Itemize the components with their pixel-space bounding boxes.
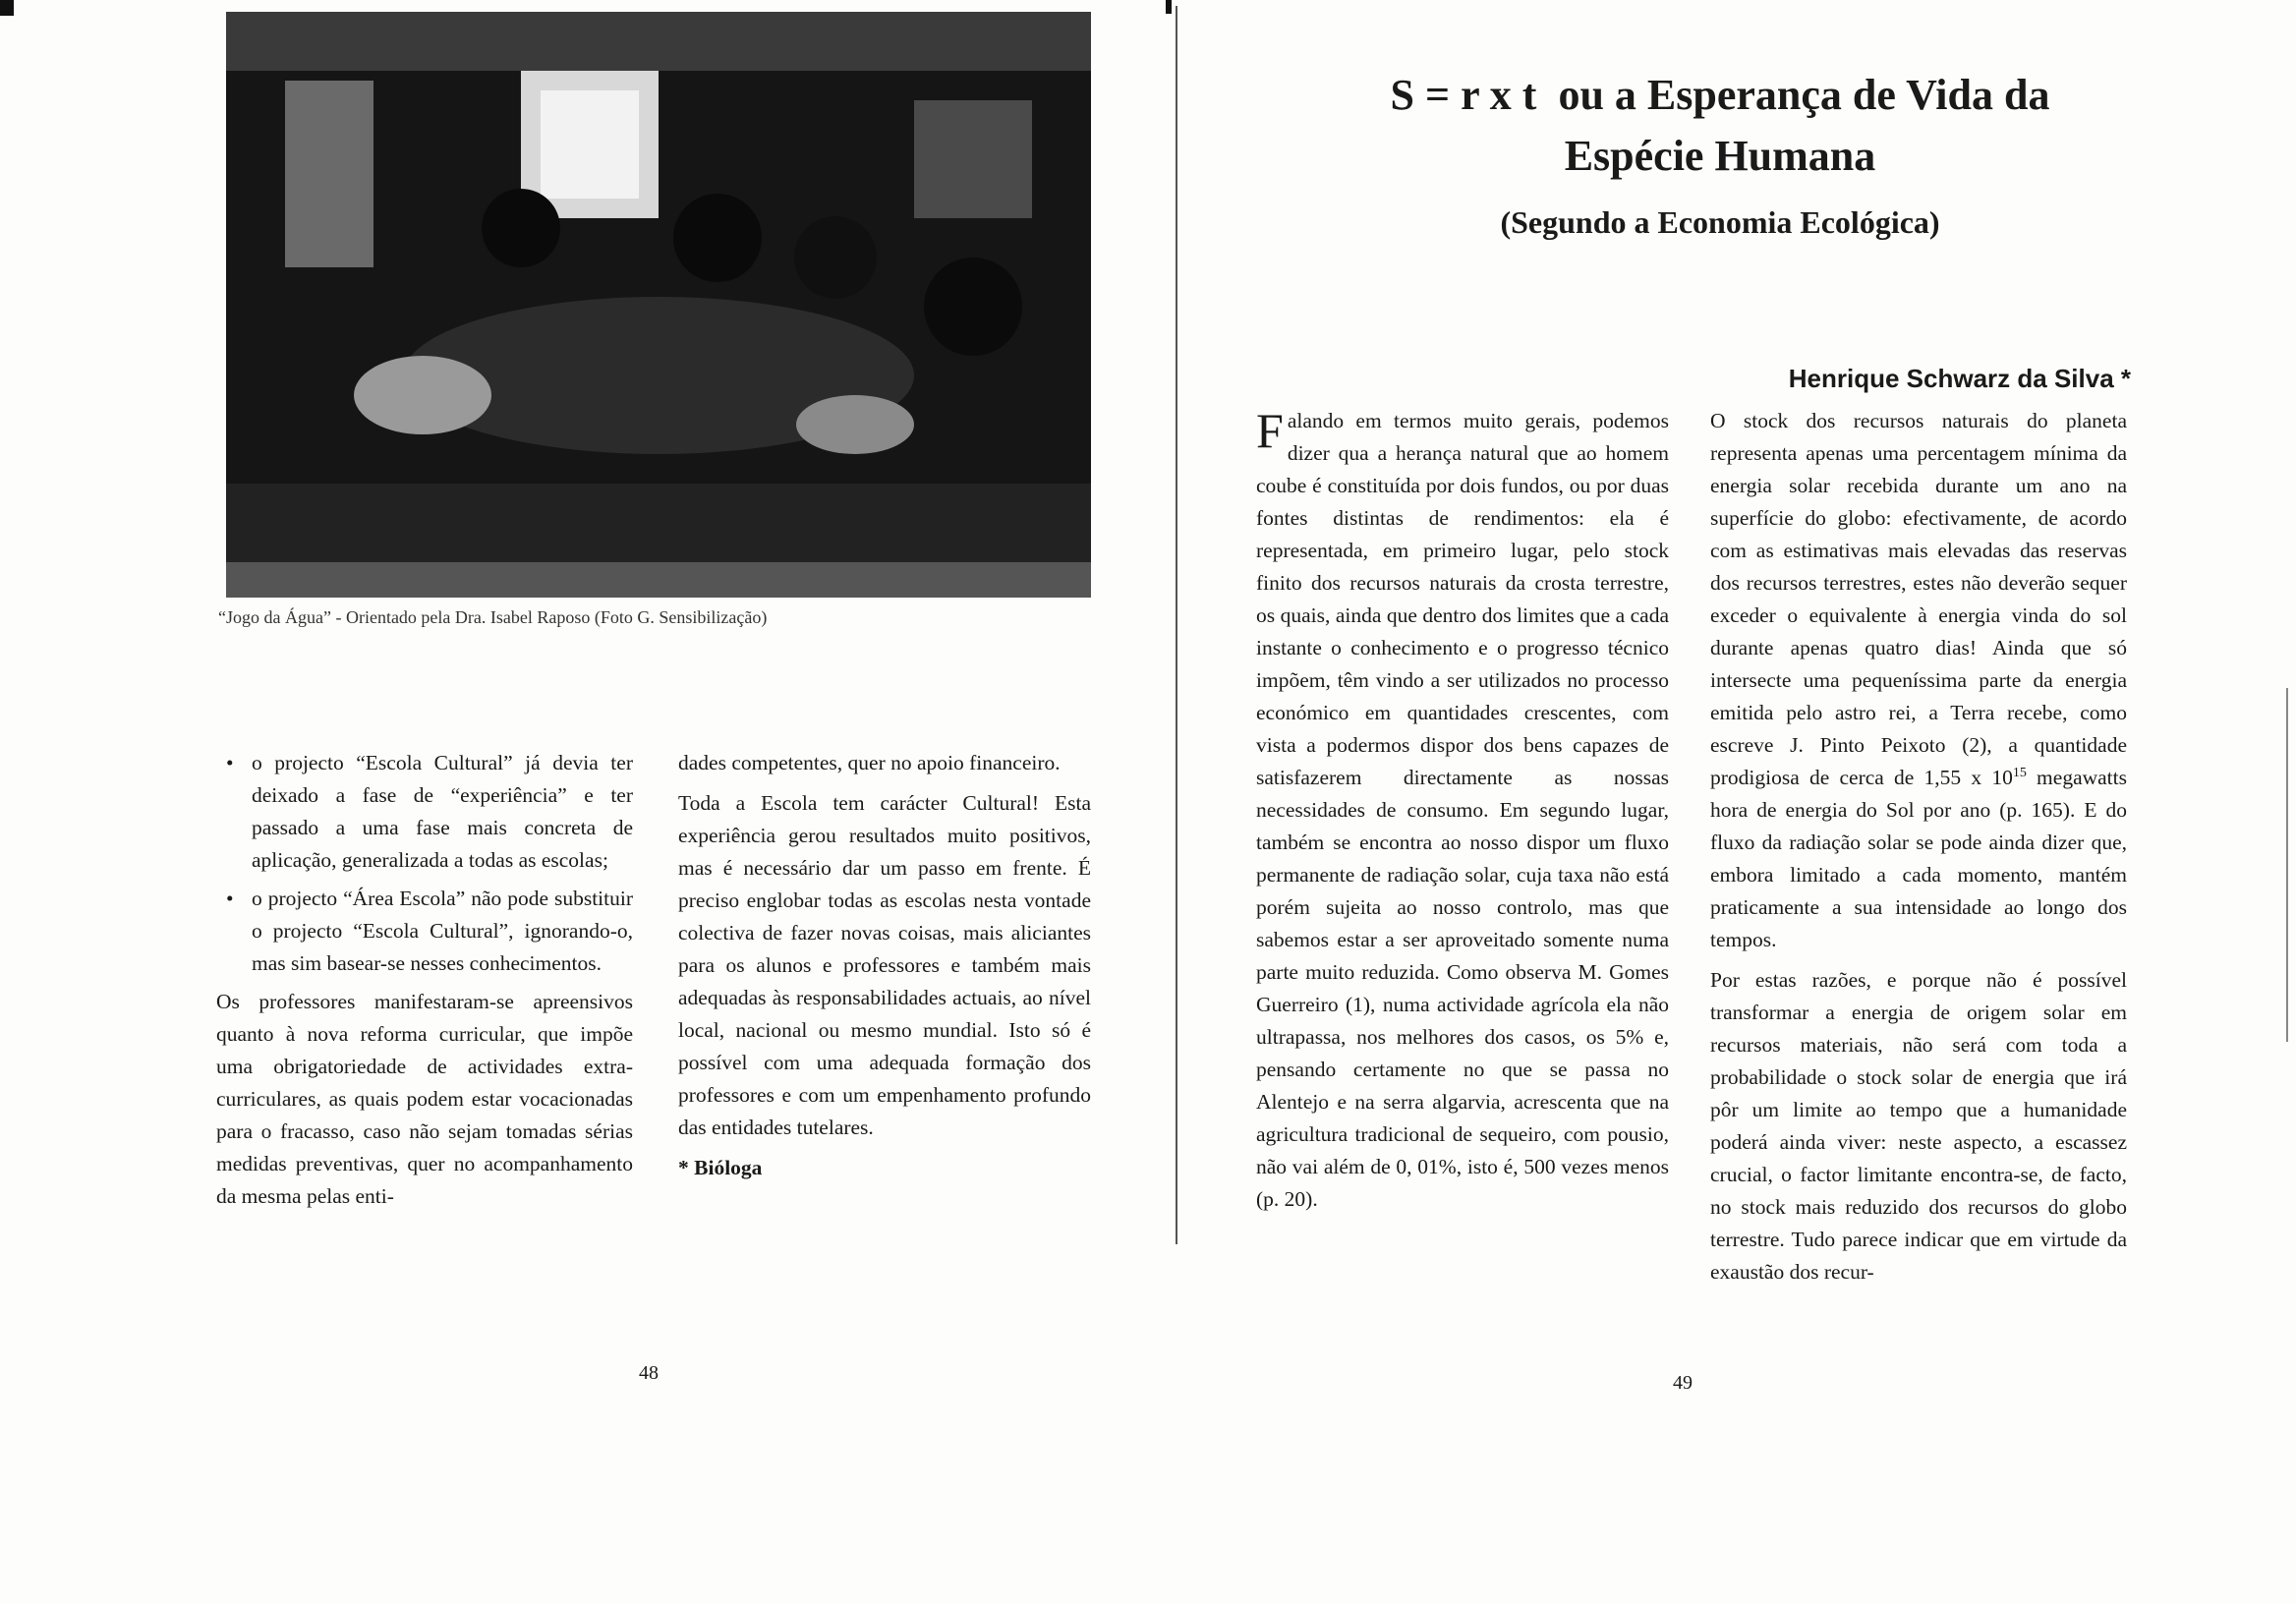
left-page-column-1 (216, 747, 633, 1213)
right-edge-line (2286, 688, 2288, 1042)
photo-illustration (226, 12, 1091, 598)
photo-caption: “Jogo da Água” - Orientado pela Dra. Isabel Raposo (Foto G. Sensibilização) (218, 607, 768, 627)
body-text: O stock dos recursos naturais do planeta representa apenas uma percentagem mínima da energia solar recebida durante um ano na superfície do globo: efectivamente, de acordo com as estimativas mais elevadas das reservas dos recursos terrestres, estes não deverão sequer exceder o equivalente à energia vinda do sol durante apenas quatro dias! Ainda que só intersecte uma pequeníssima parte da energia emitida pelo astro rei, a Terra recebe, como escreve J. Pinto Peixoto (2), a quantidade prodigiosa de cerca de 1,55 x 10 (1710, 409, 2127, 789)
list-item: • o projecto “Escola Cultural” já devia ter deixado a fase de “experiência” e ter passado a uma fase mais concreta de aplicação, generalizada a todas as escolas; (252, 747, 633, 877)
event-photo (226, 12, 1091, 598)
body-paragraph: Os professores manifestaram-se apreensivos quanto à nova reforma curricular, que impõe uma obrigatoriedade de actividades extra-curriculares, as quais podem estar vocacionadas para o fracasso, caso não sejam tomadas sérias medidas preventivas, quer no acompanhamento da mesma pelas enti- (216, 990, 633, 1208)
scan-corner-mark-left (0, 0, 14, 16)
recommendation-list (216, 747, 633, 980)
left-page-column-2 (678, 747, 1091, 1184)
article-title (1229, 65, 2211, 187)
body-paragraph: Por estas razões, e porque não é possível transformar a energia de origem solar em recursos materiais, não será com toda a probabilidade o stock solar de energia que irá pôr um limite ao tempo que a humanidade poderá ainda viver: neste aspecto, a escassez crucial, o factor limitante encontra-se, de facto, no stock mais reduzido dos recursos do globo terrestre. Tudo parece indicar que em virtude da exaustão dos recur- (1710, 968, 2127, 1284)
scan-corner-mark-center (1166, 0, 1172, 14)
body-paragraph (1256, 405, 1669, 1216)
page-number-left: 48 (639, 1362, 659, 1384)
article-subtitle: (Segundo a Economia Ecológica) (1500, 204, 1940, 240)
body-paragraph (1710, 405, 2127, 956)
right-page-column-2 (1710, 405, 2127, 1289)
author-footnote: * Bióloga (678, 1156, 763, 1179)
body-paragraph: dades competentes, quer no apoio financeiro. (678, 751, 1061, 774)
list-item: • o projecto “Área Escola” não pode substituir o projecto “Escola Cultural”, ignorando-o, mas sim basear-se nesses conhecimentos. (252, 883, 633, 980)
body-text: alando em termos muito gerais, podemos dizer qua a herança natural que ao homem coube é constituída por dois fundos, ou por duas fontes distintas de rendimentos: ela é representada, em primeiro lugar, pelo stock finito dos recursos naturais da crosta terrestre, os quais, ainda que dentro dos limites que a cada instante o conhecimento e o progresso técnico impõem, têm vindo a ser utilizados no processo económico em quantidades crescentes, com vista a podermos dispor dos bens capazes de satisfazerem directamente as nossas necessidades de consumo. Em segundo lugar, também se encontra ao nosso dispor um fluxo permanente de radiação solar, cuja taxa não está porém sujeita ao nosso controlo, mas que sabemos estar a ser aproveitado somente numa parte muito reduzida. Como observa M. Gomes Guerreiro (1), numa actividade agrícola ela não ultrapassa, nos melhores dos casos, os 5% e, pensando certamente no que se passa no Alentejo e na serra algarvia, acrescenta que na agricultura tradicional de sequeiro, com pousio, não vai além de 0, 01%, isto é, 500 vezes menos (p. 20). (1256, 409, 1669, 1211)
body-paragraph: Toda a Escola tem carácter Cultural! Esta experiência gerou resultados muito positivos, mas é necessário dar um passo em frente. É preciso englobar todas as escolas nesta vontade colectiva de fazer novas coisas, mais aliciantes para os alunos e professores e também mais adequadas às responsabilidades actuais, ao nível local, nacional ou mesmo mundial. Isto só é possível com uma adequada formação dos professores e com um empenhamento profundo das entidades tutelares. (678, 791, 1091, 1139)
title-line-2: Espécie Humana (1564, 132, 1876, 180)
drop-cap: F (1256, 403, 1284, 458)
body-text: megawatts hora de energia do Sol por ano (p. 165). E do fluxo da radiação solar se pode ainda dizer que, embora limitado a cada momento, mantém praticamente a sua intensidade ao longo dos tempos. (1710, 766, 2127, 951)
right-page-column-1 (1256, 405, 1669, 1216)
title-line-1: S = r x t ou a Esperança de Vida da (1390, 71, 2050, 119)
page-gutter-line (1176, 6, 1177, 1244)
page-number-right: 49 (1673, 1372, 1693, 1394)
exponent: 15 (2012, 765, 2027, 780)
article-author: Henrique Schwarz da Silva * (1788, 364, 2131, 393)
